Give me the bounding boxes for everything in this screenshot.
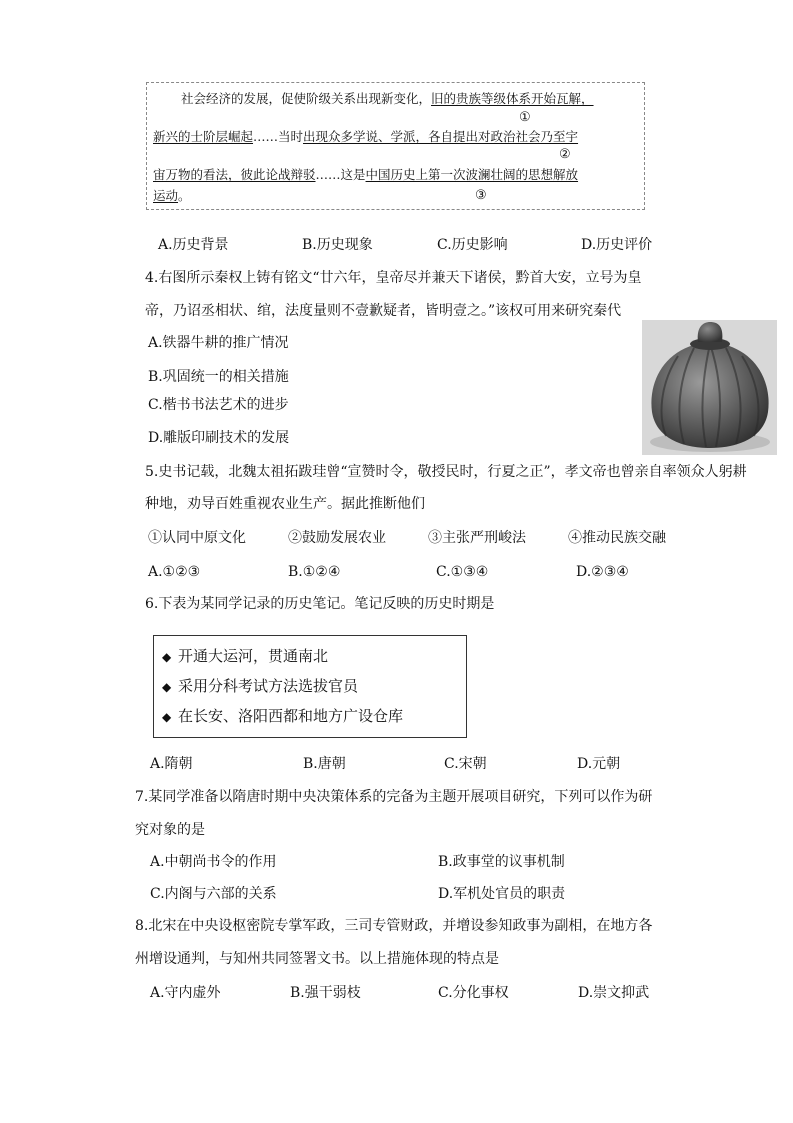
q6-option-d[interactable]: D.元朝 — [577, 756, 621, 772]
q8-stem-line-1: 8.北宋在中央设枢密院专掌军政，三司专管财政，并增设参知政事为副相，在地方各 — [135, 918, 653, 934]
q5-option-a[interactable]: A.①②③ — [148, 564, 201, 580]
q4-stem-line-2: 帝，乃诏丞相状、绾，法度量则不壹歉疑者，皆明壹之。”该权可用来研究秦代 — [145, 303, 622, 319]
note-item: ◆ 在长安、洛阳西都和地方广设仓库 — [162, 707, 404, 725]
q4-option-b[interactable]: B.巩固统一的相关措施 — [148, 369, 289, 385]
quote-text: ……这是 — [315, 167, 366, 182]
q5-option-c[interactable]: C.①③④ — [436, 564, 489, 580]
q6-option-b[interactable]: B.唐朝 — [303, 756, 346, 772]
note-item: ◆ 采用分科考试方法选拔官员 — [162, 677, 359, 695]
quote-underline-2b: 宙万物的看法，彼此论战辩驳 — [153, 167, 316, 182]
q4-option-a[interactable]: A.铁器牛耕的推广情况 — [148, 335, 289, 351]
q4-option-d[interactable]: D.雕版印刷技术的发展 — [148, 430, 290, 446]
q8-option-d[interactable]: D.崇文抑武 — [578, 985, 650, 1001]
marker-1: ① — [519, 110, 531, 125]
q5-item-4: ④推动民族交融 — [568, 530, 666, 546]
quote-text: ……当时 — [253, 129, 304, 144]
q4-option-c[interactable]: C.楷书书法艺术的进步 — [148, 397, 289, 413]
q5-stem-line-1: 5.史书记载，北魏太祖拓跋珪曾“宣赞时令，敬授民时，行夏之正”，孝文帝也曾亲自率领众人躬耕 — [145, 464, 747, 480]
quote-line-1 — [181, 91, 594, 107]
q8-stem-line-2: 州增设通判，与知州共同签署文书。以上措施体现的特点是 — [135, 951, 499, 967]
q3-option-c[interactable]: C.历史影响 — [437, 237, 508, 253]
q5-item-3: ③主张严刑峻法 — [428, 530, 526, 546]
q7-option-c[interactable]: C.内阁与六部的关系 — [150, 886, 277, 902]
q3-option-b[interactable]: B.历史现象 — [302, 237, 373, 253]
q6-option-c[interactable]: C.宋朝 — [444, 756, 487, 772]
quote-box — [146, 82, 645, 210]
q5-stem-line-2: 种地，劝导百姓重视农业生产。据此推断他们 — [145, 496, 425, 512]
q5-item-2: ②鼓励发展农业 — [288, 530, 386, 546]
q7-stem-line-1: 7.某同学准备以隋唐时期中央决策体系的完备为主题开展项目研究，下列可以作为研 — [135, 789, 653, 805]
q7-stem-line-2: 究对象的是 — [135, 822, 205, 838]
marker-2: ② — [559, 147, 571, 162]
bullet-icon: ◆ — [162, 680, 172, 694]
q3-option-a[interactable]: A.历史背景 — [158, 237, 229, 253]
quote-underline-3b: 运动 — [153, 188, 179, 203]
q7-option-b[interactable]: B.政事堂的议事机制 — [438, 854, 565, 870]
quote-line-3 — [153, 167, 578, 183]
quote-underline-2: 出现众多学说、学派，各自提出对政治社会乃至宇 — [303, 129, 579, 144]
q6-option-a[interactable]: A.隋朝 — [150, 756, 193, 772]
quote-line-4 — [153, 188, 191, 204]
bullet-icon: ◆ — [162, 650, 172, 664]
q5-option-b[interactable]: B.①②④ — [288, 564, 341, 580]
q8-option-a[interactable]: A.守内虚外 — [150, 985, 221, 1001]
quote-underline-3: 中国历史上第一次波澜壮阔的思想解放 — [365, 167, 579, 182]
bullet-icon: ◆ — [162, 710, 172, 724]
q8-option-b[interactable]: B.强干弱枝 — [290, 985, 361, 1001]
quote-underline-1b: 新兴的士阶层崛起 — [153, 129, 254, 144]
q4-stem-line-1: 4.右图所示秦权上铸有铭文“廿六年，皇帝尽并兼天下诸侯，黔首大安，立号为皇 — [145, 270, 642, 286]
quote-underline-1: 旧的贵族等级体系开始瓦解， — [431, 91, 594, 106]
note-item: ◆ 开通大运河，贯通南北 — [162, 647, 329, 665]
quote-line-2 — [153, 129, 578, 145]
q3-option-d[interactable]: D.历史评价 — [581, 237, 653, 253]
q5-item-1: ①认同中原文化 — [148, 530, 246, 546]
marker-3: ③ — [475, 188, 487, 203]
q5-option-d[interactable]: D.②③④ — [576, 564, 629, 580]
q7-option-a[interactable]: A.中朝尚书令的作用 — [150, 854, 277, 870]
q7-option-d[interactable]: D.军机处官员的职责 — [438, 886, 566, 902]
quote-text: 。 — [178, 188, 191, 203]
q6-stem: 6.下表为某同学记录的历史笔记。笔记反映的历史时期是 — [145, 596, 495, 612]
q8-option-c[interactable]: C.分化事权 — [438, 985, 509, 1001]
notes-box — [153, 635, 467, 738]
quote-text: 社会经济的发展，促使阶级关系出现新变化， — [181, 91, 432, 106]
qin-weight-image — [642, 320, 777, 455]
